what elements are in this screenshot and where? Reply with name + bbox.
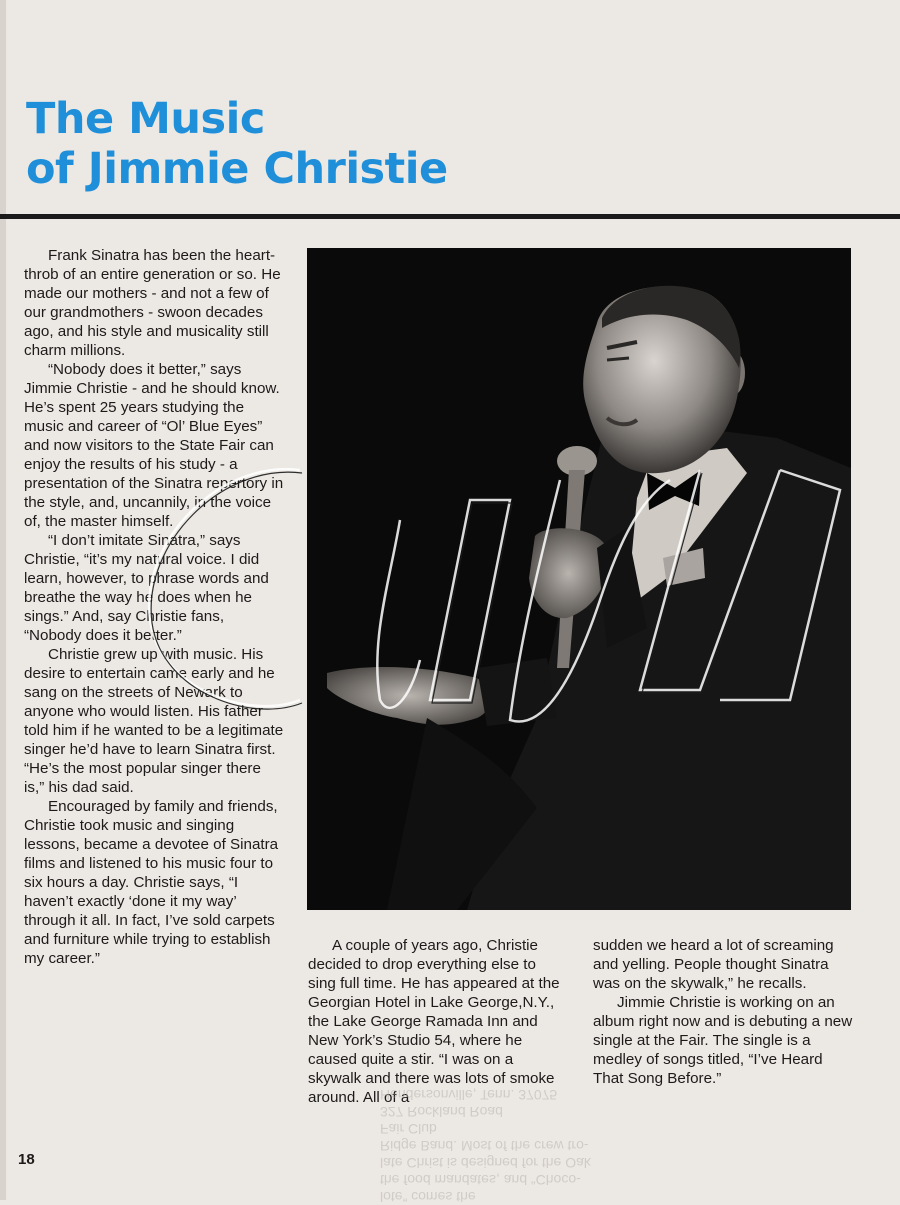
page-number: 18 [18, 1151, 35, 1168]
title-line-2: of Jimmie Christie [26, 144, 448, 194]
page-edge [0, 0, 6, 1200]
article-title [26, 94, 448, 194]
bleed-through-text: lote” comes the the food mandates, and “Choco- late Christ is designed for the Oak Ridge Band. Most of the crew tro- Fair Club 327 Rockland Road Hendersonville, Tenn. 37075 [380, 1087, 591, 1205]
paragraph-5: Encouraged by family and friends, Christie took music and singing lessons, became a devotee of Sinatra films and listened to his music four to six hours a day. Christie says, “I haven’t exactly ‘done it my way’ through it all. In fact, I’ve sold carpets and furniture while trying to establish my career.” [24, 798, 279, 967]
title-rule [0, 214, 900, 219]
title-line-1: The Music [26, 94, 265, 144]
paragraph-7: Jimmie Christie is working on an album right now and is debuting a new single at the Fair. The single is a medley of songs titled, “I’ve Heard That Song Before.” [593, 994, 853, 1087]
column-right [593, 936, 855, 1088]
paragraph-2: “Nobody does it better,” says Jimmie Christie - and he should know. He’s spent 25 years studying the music and career of “Ol’ Blue Eyes” and now visitors to the State Fair can enjoy the results of his study - a presentation of the Sinatra repertory in the style, and, uncannily, in the voice of, the master himself. [24, 361, 284, 530]
paragraph-1: Frank Sinatra has been the heart-throb of an entire generation or so. He made our mothers - and not a few of our grandmothers - swoon decades ago, and his style and musicality still charm millions. [24, 247, 281, 359]
column-middle [308, 936, 566, 1107]
paragraph-6-continued: sudden we heard a lot of screaming and yelling. People thought Sinatra was on the skywalk,” he recalls. [593, 937, 834, 992]
singer-photo [307, 248, 851, 910]
paragraph-3: “I don’t imitate Sinatra,” says Christie, “it’s my natural voice. I did learn, however, to phrase words and breathe the way he does when he sings.” And, say Christie fans, “Nobody does it better.” [24, 532, 269, 644]
column-left [24, 246, 284, 968]
paragraph-4: Christie grew up with music. His desire to entertain came early and he sang on the streets of Newark to anyone who would listen. His father told him if he wanted to be a legitimate singer he’d have to learn Sinatra first. “He’s the most popular singer there is,” his dad said. [24, 646, 284, 796]
paragraph-6: A couple of years ago, Christie decided to drop everything else to sing full time. He has appeared at the Georgian Hotel in Lake George,N.Y., the Lake George Ramada Inn and New York’s Studio 54, where he caused quite a stir. “I was on a skywalk and there was lots of smoke around. All of a [308, 937, 560, 1106]
